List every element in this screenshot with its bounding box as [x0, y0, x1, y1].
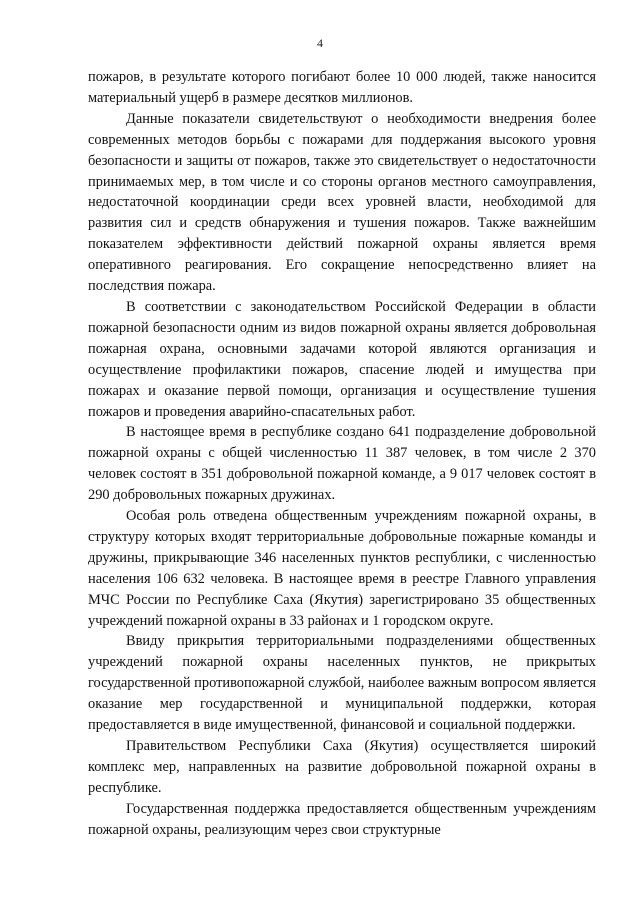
- document-body: [88, 67, 596, 841]
- paragraph-continuation: пожаров, в результате которого погибают более 10 000 людей, также наносится материальный ущерб в размере десятков миллионов.: [88, 69, 596, 106]
- paragraph-government-measures: Правительством Республики Саха (Якутия) осуществляется широкий комплекс мер, направленных на развитие добровольной пожарной охраны в республике.: [88, 738, 596, 796]
- paragraph-public-institutions: Особая роль отведена общественным учреждениям пожарной охраны, в структуру которых входят территориальные добровольные пожарные команды и дружины, прикрывающие 346 населенных пунктов республики, с численностью населения 106 632 человека. В настоящее время в реестре Главного управления МЧС России по Республике Саха (Якутия) зарегистрировано 35 общественных учреждений пожарной охраны в 33 районах и 1 городском округе.: [88, 508, 596, 629]
- paragraph-indicators: Данные показатели свидетельствуют о необходимости внедрения более современных методов борьбы с пожарами для поддержания высокого уровня безопасности и защиты от пожаров, также это свидетельствует о недостаточности принимаемых мер, в том числе и со стороны органов местного самоуправления, недостаточной координации среди всех уровней власти, необходимой для развития сил и средств обнаружения и тушения пожаров. Также важнейшим показателем эффективности действий пожарной охраны является время оперативного реагирования. Его сокращение непосредственно влияет на последствия пожара.: [88, 110, 596, 295]
- page-number: 4: [317, 36, 323, 50]
- paragraph-state-support-need: Ввиду прикрытия территориальными подразделениями общественных учреждений пожарной охраны населенных пунктов, не прикрытых государственной противопожарной службой, наиболее важным вопросом является оказание мер государственной и муниципальной поддержки, которая предоставляется в виде имущественной, финансовой и социальной поддержки.: [88, 633, 596, 734]
- paragraph-legislation: В соответствии с законодательством Российской Федерации в области пожарной безопасности одним из видов пожарной охраны является добровольная пожарная охрана, основными задачами которой являются организация и осуществление профилактики пожаров, спасение людей и имущества при пожарах и оказание первой помощи, организация и осуществление тушения пожаров и проведения аварийно-спасательных работ.: [88, 298, 596, 420]
- paragraph-units-count: В настоящее время в республике создано 641 подразделение добровольной пожарной охраны с общей численностью 11 387 человек, в том числе 2 370 человек состоят в 351 добровольной пожарной команде, а 9 017 человек состоят в 290 добровольных пожарных дружинах.: [88, 424, 596, 504]
- paragraph-state-support: Государственная поддержка предоставляется общественным учреждениям пожарной охраны, реализующим через свои структурные: [88, 800, 596, 838]
